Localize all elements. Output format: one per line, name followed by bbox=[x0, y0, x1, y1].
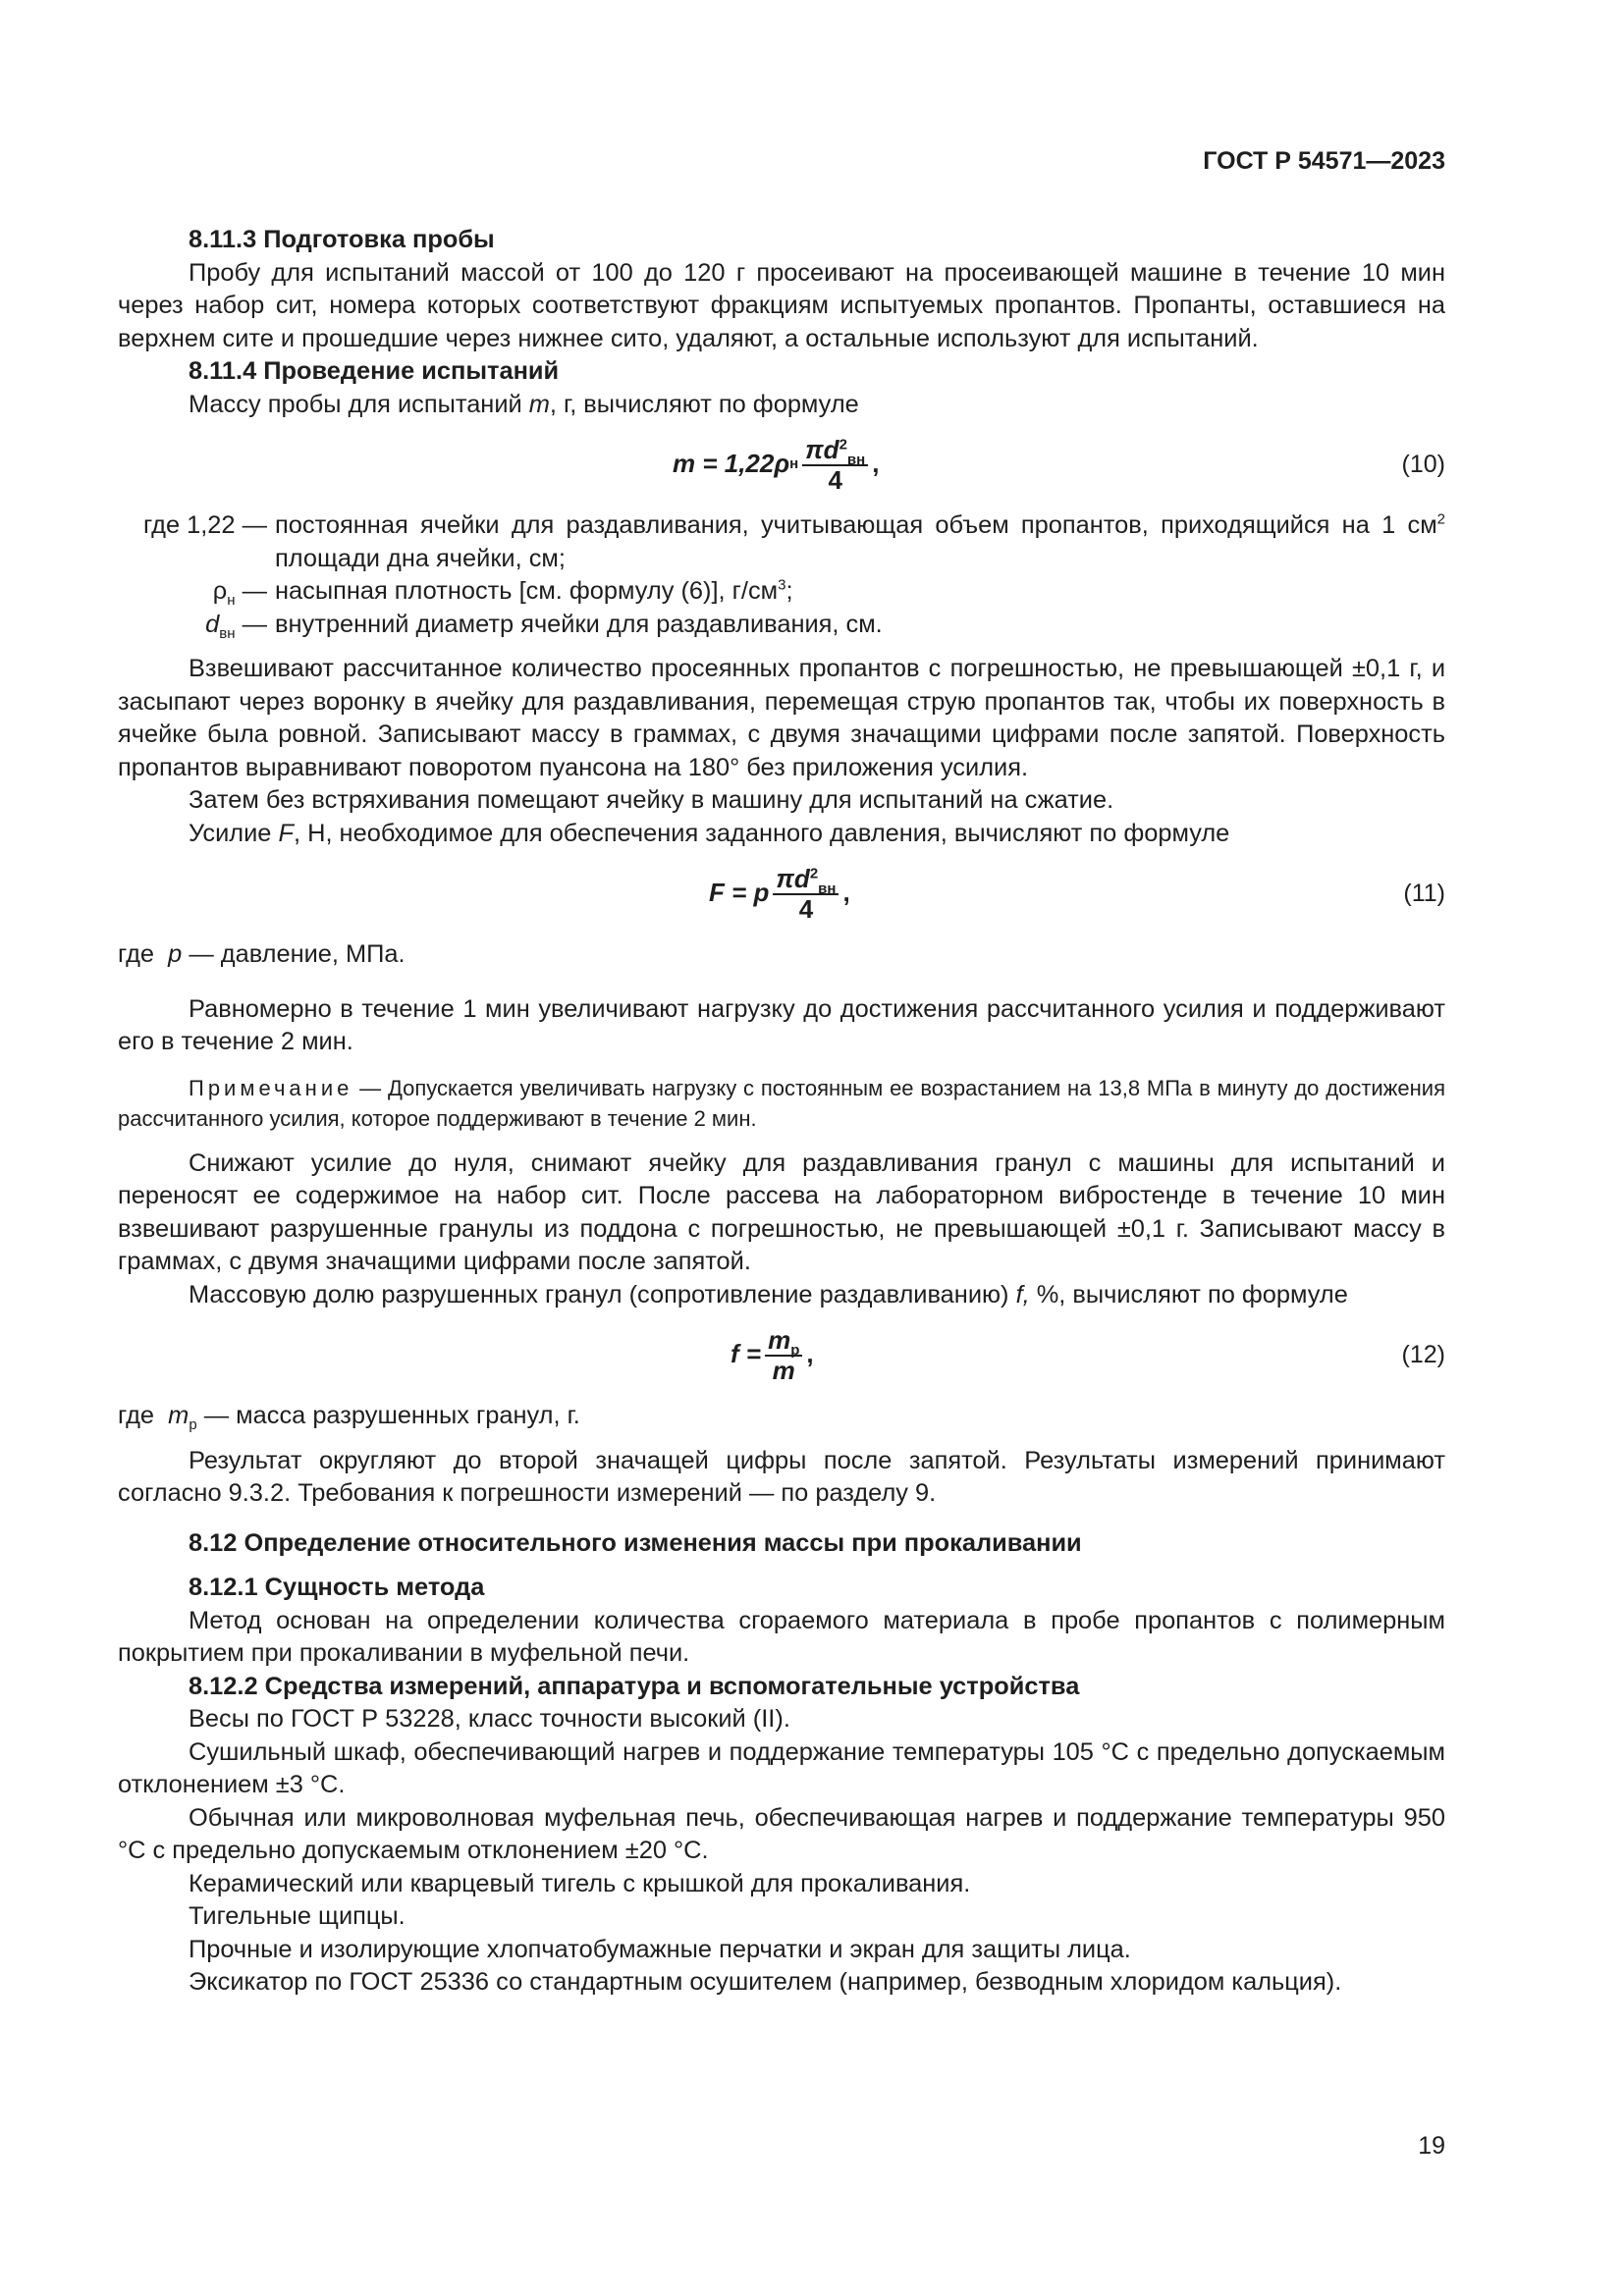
formula-11 bbox=[118, 862, 1445, 925]
list-item: Весы по ГОСТ Р 53228, класс точности высокий (II). bbox=[189, 1705, 790, 1733]
fraction: $\frac{m_p}{m}$ bbox=[765, 1326, 802, 1384]
formula-12 bbox=[118, 1323, 1445, 1386]
list-item: Эксикатор по ГОСТ 25336 со стандартным осушителем (например, безводным хлоридом кальция). bbox=[189, 1968, 1342, 1996]
paragraph: Пробу для испытаний массой от 100 до 120 г просеивают на просеивающей машине в течение 10 мин через набор сит, номера которых соответствуют фракциям испытуемых пропантов. Пропанты, оставшиеся на верхнем сите и прошедшие через нижнее сито, удаляют, а остальные используют для испытаний. bbox=[118, 258, 1445, 352]
section-title-8-12-2: 8.12.2 Средства измерений, аппаратура и вспомогательные устройства bbox=[189, 1672, 1080, 1700]
page-number: 19 bbox=[1418, 2132, 1445, 2160]
section-title-8-12: 8.12 Определение относительного изменения массы при прокаливании bbox=[189, 1528, 1082, 1557]
formula-10 bbox=[118, 433, 1445, 496]
paragraph: Снижают усилие до нуля, снимают ячейку для раздавливания гранул с машины для испытаний и переносят ее содержимое на набор сит. После рассева на лабораторном вибростенде в течение 10 мин взвешивают разрушенные гранулы из поддона с погрешностью, не превышающей ±0,1 г. Записывают массу в граммах, с двумя значащими цифрами после запятой. bbox=[118, 1148, 1445, 1275]
paragraph: Взвешивают рассчитанное количество просеянных пропантов с погрешностью, не превышающей ±0,1 г, и засыпают через воронку в ячейку для раздавливания, перемещая струю пропантов так, чтобы их поверхность в ячейке была ровной. Записывают массу в граммах, с двумя значащими цифрами после запятой. Поверхность пропантов выравнивают поворотом пуансона на 180° без приложения усилия. bbox=[118, 655, 1445, 781]
where-clause: где $m_p$ — масса разрушенных гранул, г. bbox=[118, 1402, 580, 1434]
paragraph: Затем без встряхивания помещают ячейку в машину для испытаний на сжатие. bbox=[189, 786, 1114, 814]
section-title-8-11-4: 8.11.4 Проведение испытаний bbox=[189, 357, 560, 385]
formula-body: f = $\frac{m_p}{m}$ , bbox=[731, 1324, 814, 1385]
paragraph: Массу пробы для испытаний m, г, вычисляют по формуле bbox=[189, 390, 859, 418]
note: Примечание — Допускается увеличивать нагрузку с постоянным ее возрастанием на 13,8 МПа в минуту до достижения рассчитанного усилия, которое поддерживают в течение 2 мин. bbox=[118, 1075, 1445, 1131]
list-item: Керамический или кварцевый тигель с крышкой для прокаливания. bbox=[189, 1869, 971, 1897]
note-label: Примечание bbox=[189, 1075, 353, 1100]
paragraph: Результат округляют до второй значащей цифры после запятой. Результаты измерений принимают согласно 9.3.2. Требования к погрешности измерений — по разделу 9. bbox=[118, 1446, 1445, 1507]
formula-number: (12) bbox=[1401, 1341, 1445, 1368]
where-clause: $d_{вн}$ — внутренний диаметр ячейки для раздавливания, см. bbox=[205, 610, 883, 642]
list-item: Сушильный шкаф, обеспечивающий нагрев и поддержание температуры 105 °С с предельно допускаемым отклонением ±3 °С. bbox=[118, 1737, 1445, 1798]
formula-body: F = p $\frac{\pi d^2_{вн}}{4}$ , bbox=[709, 863, 850, 924]
formula-number: (11) bbox=[1403, 880, 1445, 907]
paragraph: Массовую долю разрушенных гранул (сопротивление раздавливанию) f, %, вычисляют по формуле bbox=[189, 1280, 1348, 1308]
list-item: Обычная или микроволновая муфельная печь, обеспечивающая нагрев и поддержание температуры 950 °С с предельно допускаемым отклонением ±20 °С. bbox=[118, 1803, 1445, 1864]
formula-number: (10) bbox=[1401, 451, 1445, 478]
paragraph: Метод основан на определении количества сгораемого материала в пробе пропантов с полимерным покрытием при прокаливании в муфельной печи. bbox=[118, 1606, 1445, 1667]
document-body bbox=[118, 224, 1445, 2000]
fraction: $\frac{\pi d^2_{вн}}{4}$ bbox=[773, 865, 839, 923]
fraction: $\frac{\pi d^2_{вн}}{4}$ bbox=[802, 436, 868, 494]
where-clause: $\rho_н$ — насыпная плотность [см. формулу (6)], $г/см^3$; bbox=[212, 576, 793, 610]
list-item: Прочные и изолирующие хлопчатобумажные перчатки и экран для защиты лица. bbox=[189, 1935, 1131, 1963]
section-title-8-11-3: 8.11.3 Подготовка пробы bbox=[189, 226, 495, 253]
formula-body: m = 1,22ρ н $\frac{\pi d^2_{вн}}{4}$ , bbox=[673, 434, 880, 495]
paragraph: Равномерно в течение 1 мин увеличивают нагрузку до достижения рассчитанного усилия и поддерживают его в течение 2 мин. bbox=[118, 994, 1445, 1055]
where-clause: где p — давление, МПа. bbox=[118, 940, 406, 968]
where-clause: где 1,22 — постоянная ячейки для раздавливания, учитывающая объем пропантов, приходящийся на 1 $см^2$ площади дна ячейки, см; bbox=[143, 510, 1445, 572]
list-item: Тигельные щипцы. bbox=[189, 1902, 406, 1930]
paragraph: Усилие F, Н, необходимое для обеспечения заданного давления, вычисляют по формуле bbox=[189, 819, 1230, 847]
document-id-header: ГОСТ Р 54571—2023 bbox=[1203, 147, 1445, 175]
section-title-8-12-1: 8.12.1 Сущность метода bbox=[189, 1574, 485, 1601]
